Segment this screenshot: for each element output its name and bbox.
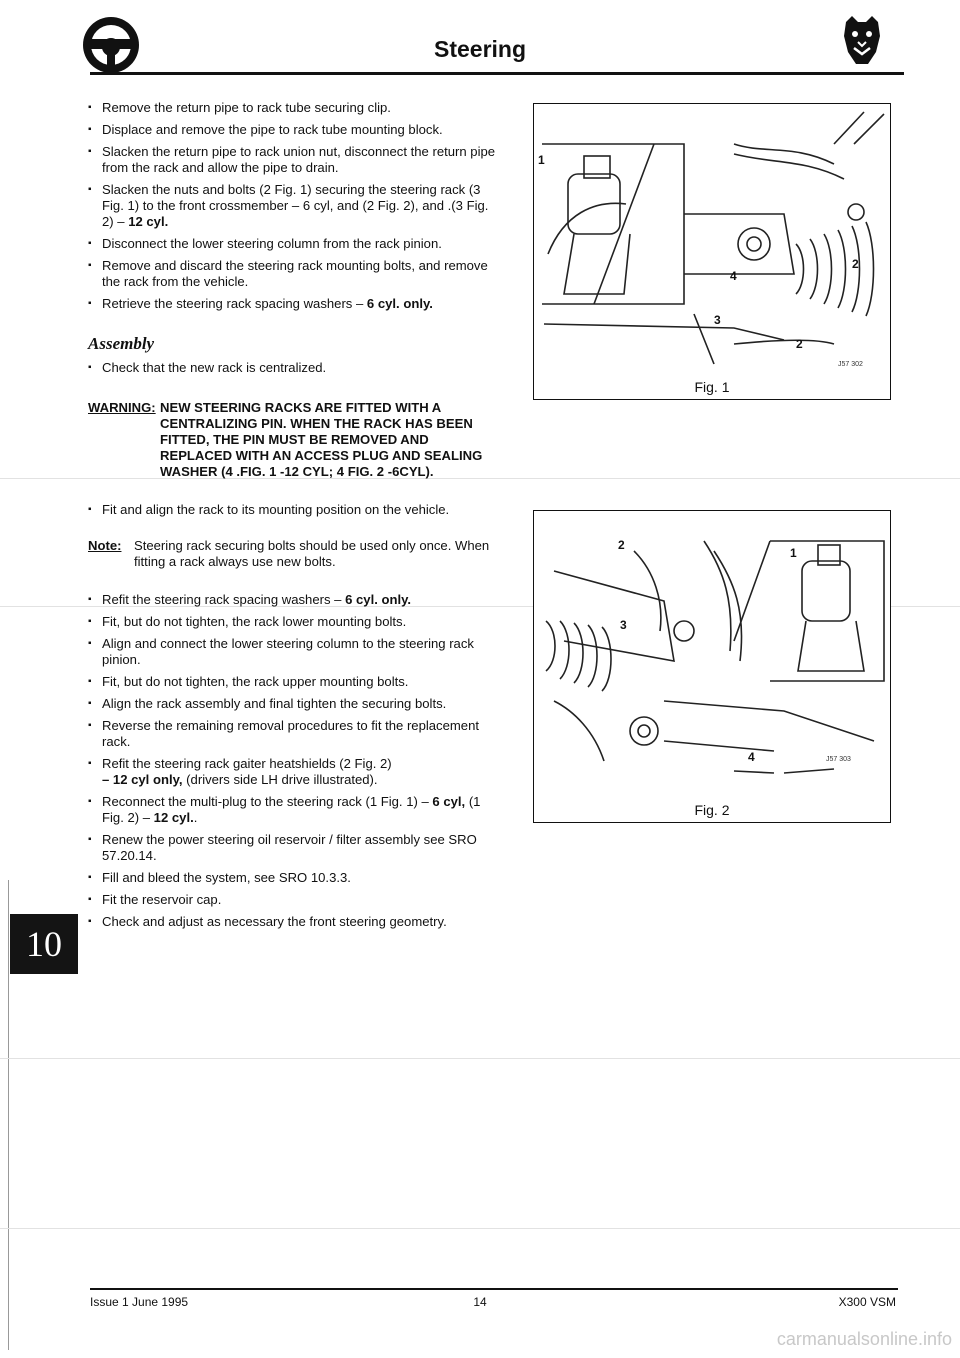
- list-item: ▪ Check and adjust as necessary the front steering geometry.: [88, 914, 496, 930]
- figure-2: [533, 510, 891, 823]
- steering-rack-illustration-12cyl: [534, 511, 890, 795]
- figure-code: J57 303: [826, 756, 851, 763]
- figure-code: J57 302: [838, 361, 863, 368]
- figure-1: [533, 103, 891, 400]
- assembly-check: [88, 360, 496, 376]
- header-rule: [90, 72, 904, 75]
- footer-issue: Issue 1 June 1995: [90, 1295, 189, 1309]
- callout-label: 1: [538, 153, 545, 167]
- list-item: ▪ Remove and discard the steering rack mounting bolts, and remove the rack from the vehicle.: [88, 258, 496, 290]
- jaguar-head-logo-icon: [840, 14, 884, 68]
- list-item: ▪ Fit the reservoir cap.: [88, 892, 496, 908]
- warning-label: WARNING:: [88, 400, 156, 415]
- list-item: ▪ Slacken the nuts and bolts (2 Fig. 1) securing the steering rack (3 Fig. 1) to the front crossmember – 6 cyl, and (2 Fig. 2), and .(3 Fig. 2) – 12 cyl.: [88, 182, 496, 230]
- callout-label: 2: [796, 337, 803, 351]
- warning-block: [88, 400, 496, 480]
- list-item: ▪ Remove the return pipe to rack tube securing clip.: [88, 100, 496, 116]
- page-number: 14: [473, 1295, 487, 1309]
- callout-label: 3: [620, 618, 627, 632]
- list-item: ▪ Disconnect the lower steering column from the rack pinion.: [88, 236, 496, 252]
- fit-align-list: [88, 502, 496, 518]
- watermark: carmanualsonline.info: [776, 1329, 952, 1349]
- list-item: ▪ Check that the new rack is centralized.: [88, 360, 496, 376]
- callout-label: 1: [790, 546, 797, 560]
- callout-label: 4: [730, 269, 737, 283]
- list-item: ▪ Fit and align the rack to its mounting position on the vehicle.: [88, 502, 496, 518]
- scan-line: [0, 1058, 960, 1059]
- list-item: ▪ Retrieve the steering rack spacing washers – 6 cyl. only.: [88, 296, 496, 312]
- page-header: [0, 0, 960, 80]
- list-item: ▪ Displace and remove the pipe to rack tube mounting block.: [88, 122, 496, 138]
- figure-caption: Fig. 1: [694, 379, 730, 395]
- list-item: ▪ Align and connect the lower steering column to the steering rack pinion.: [88, 636, 496, 668]
- procedure-text: [88, 100, 496, 936]
- callout-label: 2: [618, 538, 625, 552]
- document-id: X300 VSM: [838, 1295, 896, 1309]
- list-item: ▪ Refit the steering rack gaiter heatshields (2 Fig. 2) – 12 cyl only, (drivers side LH drive illustrated).: [88, 756, 496, 788]
- list-item: ▪ Align the rack assembly and final tighten the securing bolts.: [88, 696, 496, 712]
- list-item: ▪ Slacken the return pipe to rack union nut, disconnect the return pipe from the rack and allow the pipe to drain.: [88, 144, 496, 176]
- note-text: Steering rack securing bolts should be used only once. When fitting a rack always use new bolts.: [134, 538, 490, 569]
- scan-line: [0, 1228, 960, 1229]
- note-label: Note:: [88, 538, 122, 553]
- page-edge: [8, 880, 9, 1350]
- callout-label: 2: [852, 257, 859, 271]
- note-block: [88, 538, 496, 570]
- list-item: ▪ Reverse the remaining removal procedures to fit the replacement rack.: [88, 718, 496, 750]
- list-item: ▪ Fit, but do not tighten, the rack lower mounting bolts.: [88, 614, 496, 630]
- callout-label: 4: [748, 750, 755, 764]
- footer-rule: [90, 1288, 898, 1290]
- assembly-steps: [88, 592, 496, 930]
- list-item: ▪ Reconnect the multi-plug to the steering rack (1 Fig. 1) – 6 cyl, (1 Fig. 2) – 12 cyl..: [88, 794, 496, 826]
- page-title: Steering: [433, 36, 527, 62]
- list-item: ▪ Refit the steering rack spacing washers – 6 cyl. only.: [88, 592, 496, 608]
- assembly-heading: Assembly: [88, 334, 155, 353]
- figure-caption: Fig. 2: [694, 802, 730, 818]
- callout-label: 3: [714, 313, 721, 327]
- list-item: ▪ Renew the power steering oil reservoir / filter assembly see SRO 57.20.14.: [88, 832, 496, 864]
- list-item: ▪ Fit, but do not tighten, the rack upper mounting bolts.: [88, 674, 496, 690]
- steering-rack-illustration-6cyl: [534, 104, 890, 372]
- section-tab: 10: [10, 914, 78, 974]
- removal-list: [88, 100, 496, 312]
- list-item: ▪ Fill and bleed the system, see SRO 10.3.3.: [88, 870, 496, 886]
- warning-text: NEW STEERING RACKS ARE FITTED WITH A CENTRALIZING PIN. WHEN THE RACK HAS BEEN FITTED, THE PIN MUST BE REMOVED AND REPLACED WITH AN ACCESS PLUG AND SEALING WASHER (4 .FIG. 1 -12 CYL; 4 FIG. 2 -6CYL).: [160, 400, 483, 479]
